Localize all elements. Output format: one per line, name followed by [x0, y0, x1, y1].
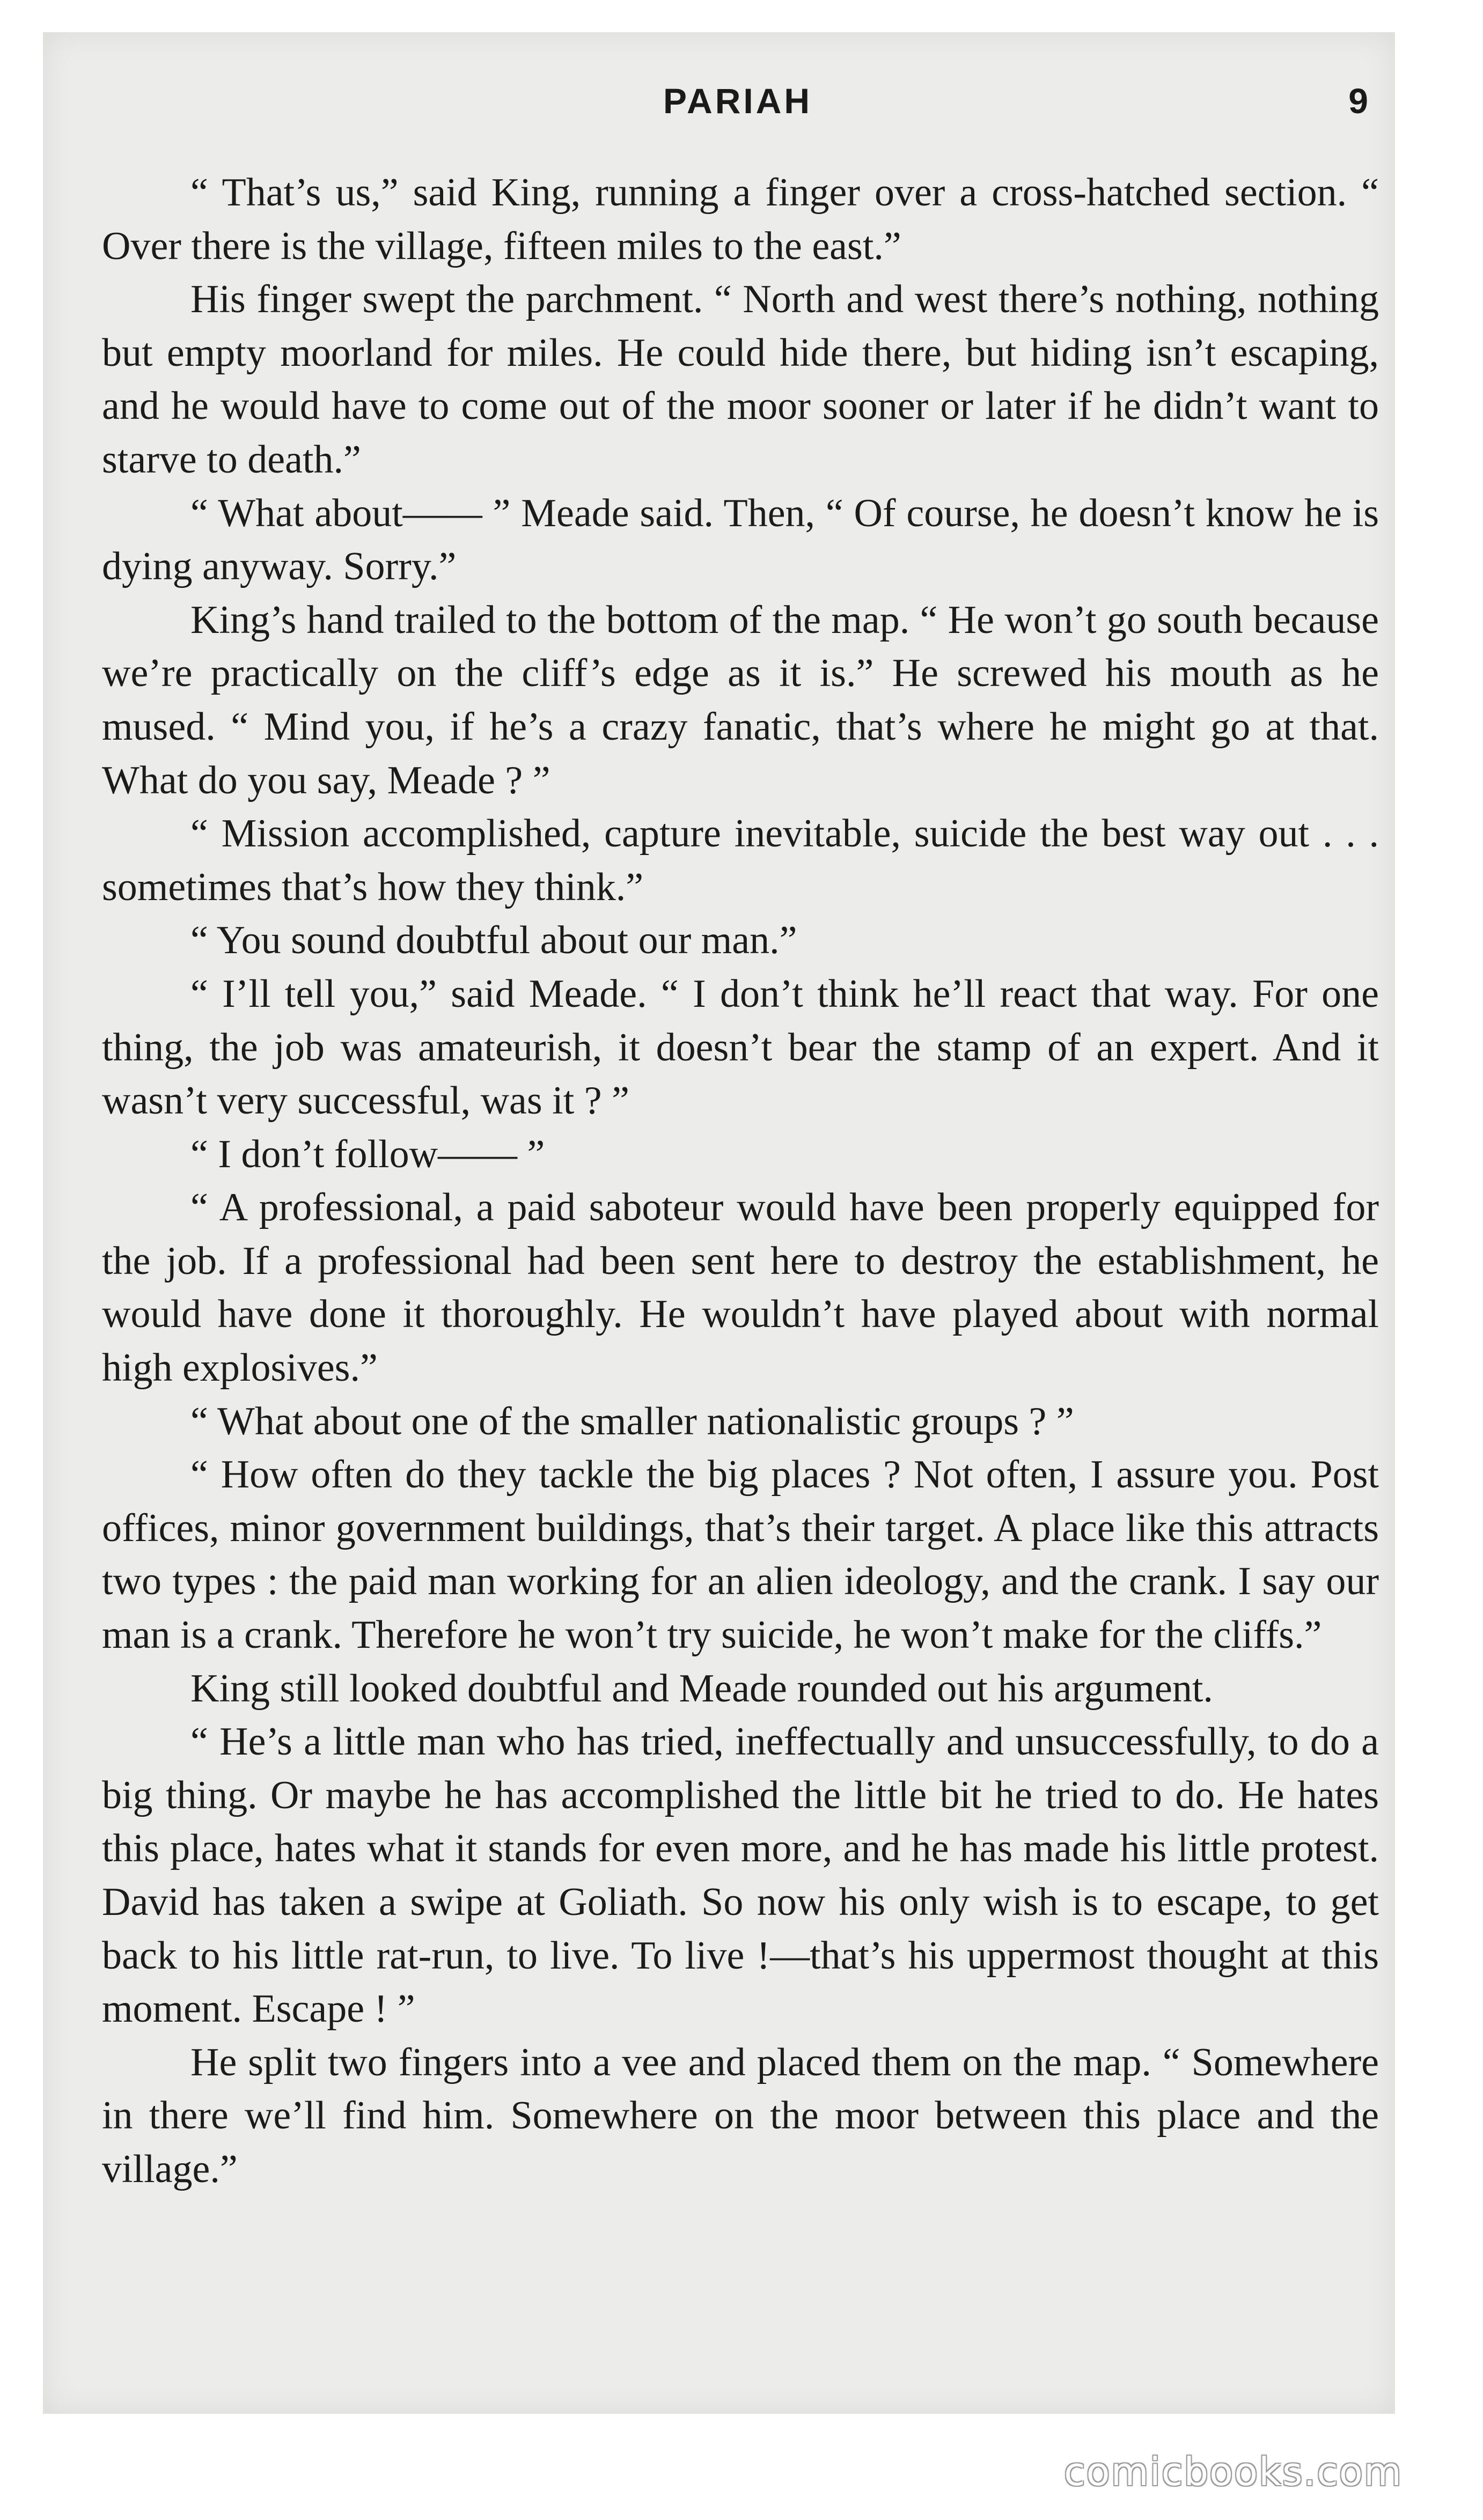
- paragraph: “ He’s a little man who has tried, ineffectually and unsuccessfully, to do a big thing. Or maybe he has accomplished the little bit he tried to do. He hates this place, hates what it stands for even more, and he has made his little protest. David has taken a swipe at Goliath. So now his only wish is to escape, to get back to his little rat-run, to live. To live !—that’s his uppermost thought at this moment. Escape ! ”: [102, 1720, 1379, 2031]
- paragraph: “ I don’t follow—— ”: [190, 1132, 545, 1176]
- paragraph: King still looked doubtful and Meade rounded out his argument.: [190, 1666, 1213, 1711]
- paragraph: King’s hand trailed to the bottom of the map. “ He won’t go south because we’re practically on the cliff’s edge as it is.” He screwed his mouth as he mused. “ Mind you, if he’s a crazy fanatic, that’s where he might go at that. What do you say, Meade ? ”: [102, 598, 1379, 802]
- body-text: [102, 166, 1379, 2197]
- paragraph: “ A professional, a paid saboteur would have been properly equipped for the job. If a professional had been sent here to destroy the establishment, he would have done it thoroughly. He wouldn’t have played about with normal high explosives.”: [102, 1185, 1379, 1390]
- paragraph: “ Mission accomplished, capture inevitable, suicide the best way out . . . sometimes that’s how they think.”: [102, 812, 1379, 909]
- paragraph: “ You sound doubtful about our man.”: [190, 918, 797, 963]
- paragraph: “ That’s us,” said King, running a finger over a cross-hatched section. “ Over there is the village, fifteen miles to the east.”: [102, 171, 1379, 268]
- running-header: [102, 80, 1374, 139]
- running-title: PARIAH: [663, 81, 813, 121]
- paragraph: “ What about—— ” Meade said. Then, “ Of course, he doesn’t know he is dying anyway. Sorry.”: [102, 491, 1379, 589]
- paragraph: “ What about one of the smaller nationalistic groups ? ”: [190, 1399, 1074, 1443]
- paragraph: “ How often do they tackle the big places ? Not often, I assure you. Post offices, minor government buildings, that’s their target. A place like this attracts two types : the paid man working for an alien ideology, and the crank. I say our man is a crank. Therefore he won’t try suicide, he won’t make for the cliffs.”: [102, 1453, 1379, 1657]
- page-number: 9: [1348, 81, 1368, 121]
- paragraph: His finger swept the parchment. “ North and west there’s nothing, nothing but empty moorland for miles. He could hide there, but hiding isn’t escaping, and he would have to come out of the moor sooner or later if he didn’t want to starve to death.”: [102, 277, 1379, 482]
- site-watermark: comicbooks.com: [1063, 2449, 1403, 2494]
- paragraph: He split two fingers into a vee and placed them on the map. “ Somewhere in there we’ll find him. Somewhere on the moor between this place and the village.”: [102, 2040, 1379, 2191]
- paragraph: “ I’ll tell you,” said Meade. “ I don’t think he’ll react that way. For one thing, the job was amateurish, it doesn’t bear the stamp of an expert. And it wasn’t very successful, was it ? ”: [102, 971, 1379, 1123]
